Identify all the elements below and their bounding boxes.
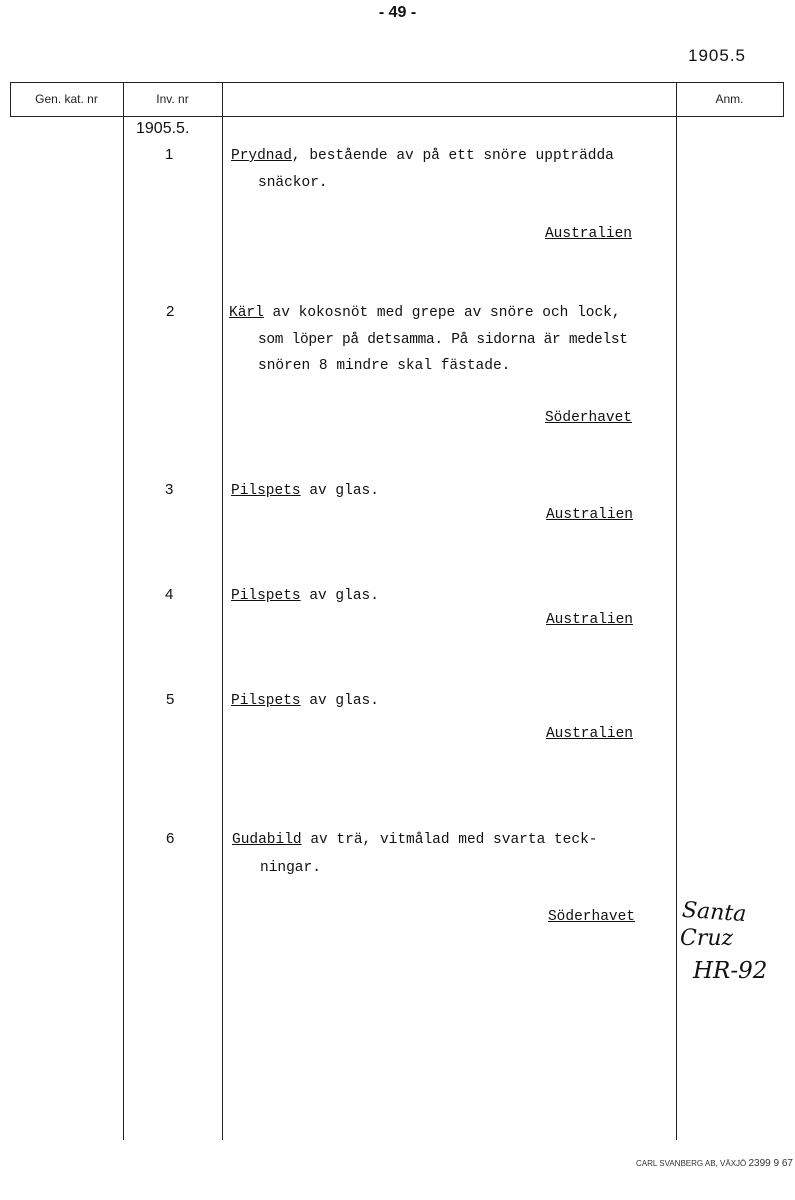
entry-text-line2: ningar. <box>260 860 321 876</box>
entry-number: 3 <box>165 481 174 498</box>
entry-location: Australien <box>545 507 633 523</box>
entry-description <box>231 148 614 164</box>
entry-text: av glas. <box>300 588 379 604</box>
handwritten-annotation-line3: HR-92 <box>693 958 768 984</box>
page-number: - 49 - <box>378 4 417 21</box>
entry-number: 5 <box>166 691 175 708</box>
column-divider-2 <box>222 82 223 1140</box>
entry-keyword: Pilspets <box>231 588 301 604</box>
catalogue-reference: 1905.5 <box>688 46 746 65</box>
header-anm: Anm. <box>715 92 744 106</box>
entry-text-line3: snören 8 mindre skal fästade. <box>258 358 511 374</box>
entry-text-line2: som löper på detsamma. På sidorna är medelst <box>258 332 628 348</box>
entry-keyword: Gudabild <box>232 832 302 848</box>
handwritten-annotation-line1: Santa <box>681 897 748 928</box>
entry-text: av kokosnöt med grepe av snöre och lock, <box>263 305 621 321</box>
entry-keyword: Pilspets <box>231 693 301 709</box>
entry-keyword: Kärl <box>229 305 264 321</box>
entry-location: Australien <box>545 726 633 742</box>
column-divider-1 <box>123 82 124 1140</box>
printer-name: CARL SVANBERG AB, VÄXJÖ <box>636 1159 747 1168</box>
table-top-border <box>10 82 784 83</box>
entry-keyword: Pilspets <box>231 483 301 499</box>
entry-description <box>229 305 621 321</box>
entry-location: Australien <box>544 226 632 242</box>
form-code: 2399 9 67 <box>748 1158 793 1169</box>
entry-number: 1 <box>165 146 174 163</box>
header-gen-kat-nr: Gen. kat. nr <box>35 92 98 106</box>
entry-number: 2 <box>166 303 175 320</box>
series-label: 1905.5. <box>136 120 190 137</box>
entry-location: Australien <box>545 612 633 628</box>
entry-text: , bestående av på ett snöre uppträdda <box>291 148 614 164</box>
header-bottom-border <box>10 116 784 117</box>
header-inv-nr: Inv. nr <box>156 92 189 106</box>
entry-text-line2: snäckor. <box>258 175 328 191</box>
entry-description <box>231 588 379 604</box>
entry-description <box>231 693 379 709</box>
entry-location: Söderhavet <box>547 909 635 925</box>
entry-text: av glas. <box>300 693 379 709</box>
entry-keyword: Prydnad <box>231 148 292 164</box>
entry-description <box>231 483 379 499</box>
printer-imprint <box>636 1158 793 1169</box>
entry-number: 6 <box>166 830 175 847</box>
handwritten-annotation-line2: Cruz <box>680 926 734 951</box>
column-divider-3 <box>676 82 677 1140</box>
entry-location: Söderhavet <box>544 410 632 426</box>
entry-text: av trä, vitmålad med svarta teck- <box>301 832 598 848</box>
entry-description <box>232 832 597 848</box>
entry-number: 4 <box>165 586 174 603</box>
entry-text: av glas. <box>300 483 379 499</box>
table-right-border <box>783 82 784 117</box>
